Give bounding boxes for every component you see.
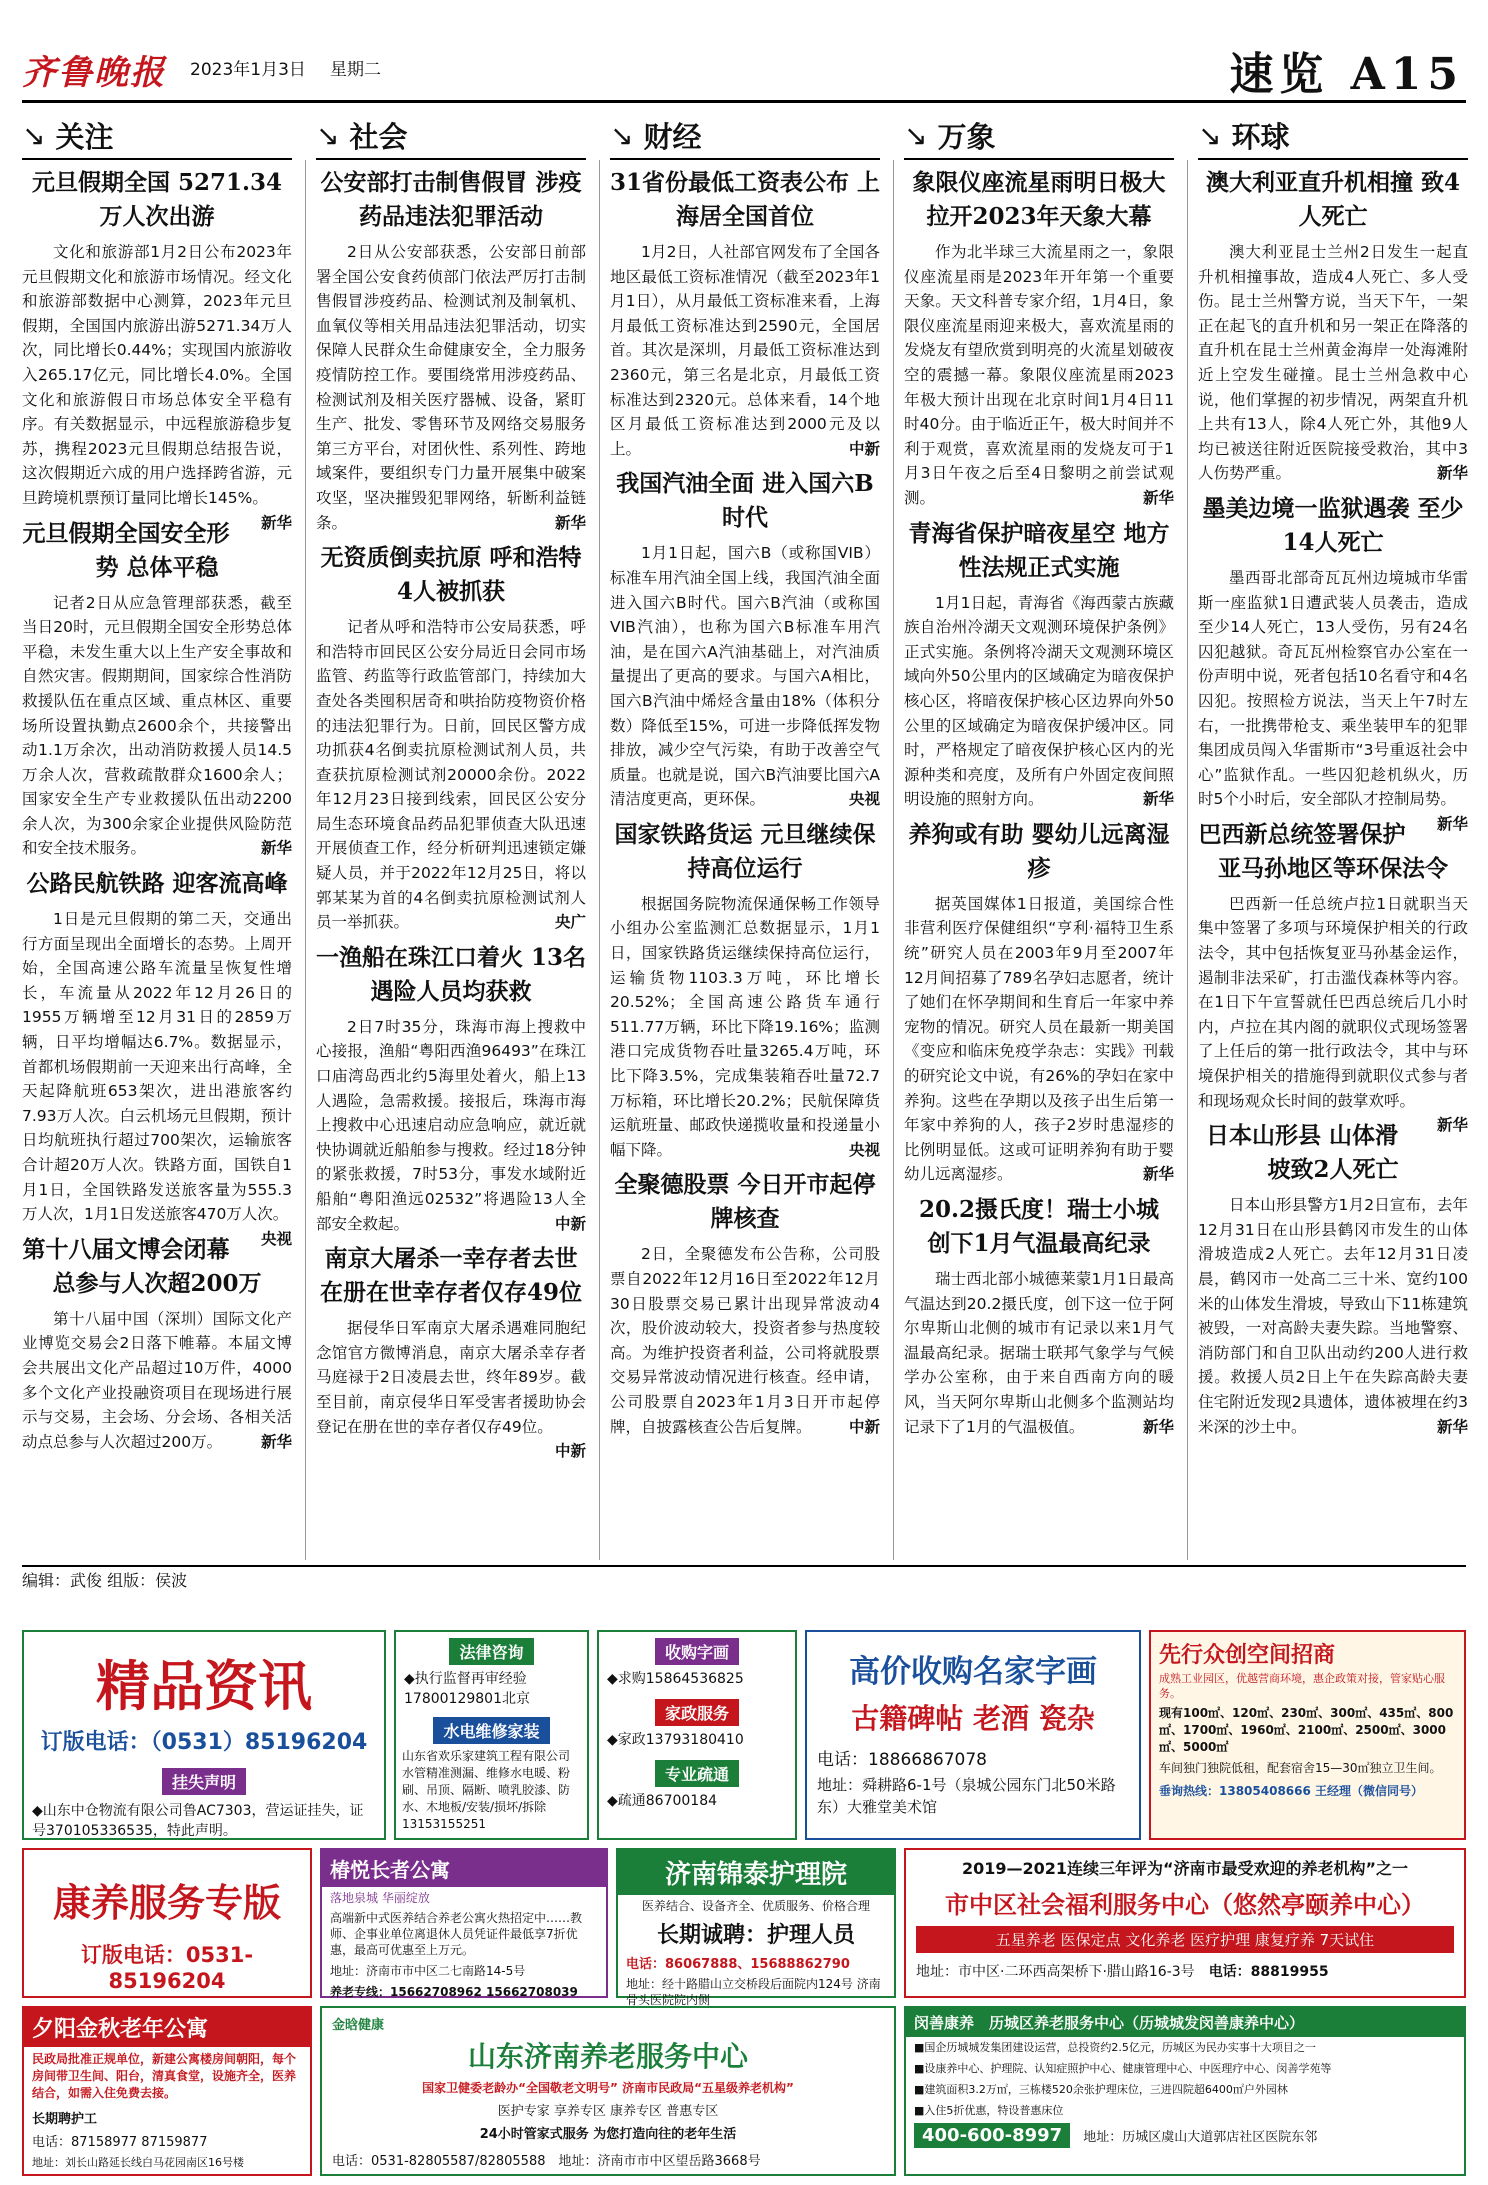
- xiyang-title: 夕阳金秋老年公寓: [24, 2008, 310, 2047]
- home-tag: 家政服务: [655, 1699, 739, 1726]
- minshan-brand: 闵善康养: [914, 2014, 975, 2032]
- jingpin-ad: [22, 1630, 386, 1840]
- column-divider: [599, 160, 600, 1560]
- news-article: [22, 166, 292, 532]
- section-header: [22, 112, 292, 158]
- welfare-ad: [904, 1848, 1466, 1998]
- article-source: 中新: [848, 439, 880, 458]
- chunyue-title: 椿悦长者公寓: [322, 1850, 606, 1887]
- xiyang-address: 地址：刘长山路延长线白马花园南区16号楼: [32, 2156, 244, 2169]
- article-body: 记者2日从应急管理部获悉，截至当日20时，元旦假期全国安全形势总体平稳，未发生重大以上生产安全事故和自然灾害。假期期间，国家综合性消防救援队伍在重点区域、重点林区、重要场所设置执勤点2600余个，共接警出动1.1万余次，出动消防救援人员14.5万余人次，营救疏散群众1600余人；国家安全生产专业救援队伍出动2200余人次，为300余家企业提供风险防范和安全技术服务。: [22, 593, 292, 858]
- article-body: 1月2日，人社部官网发布了全国各地区最低工资标准情况（截至2023年1月1日），从月最低工资标准来看，上海月最低工资标准达到2590元，全国居首。其次是深圳，月最低工资标准达到2360元，第三名是北京，月最低工资标准达到2320元。总体来看，14个地区月最低工资标准达到2000元及以上。: [610, 243, 880, 458]
- section-header: [904, 112, 1174, 158]
- article-body: 据英国媒体1日报道，美国综合性非营利医疗保健组织“亨利·福特卫生系统”研究人员在2003年9月至2007年12月间招募了789名孕妇志愿者，统计了她们在怀孕期间和生育后一年家中养宠物的情况。研究人员在最新一期美国《变应和临床免疫学杂志：实践》刊载的研究论文中说，有26%的孕妇在家中养狗。这些在孕期以及孩子出生后第一年家中养狗的人，孩子2岁时患湿疹的比例明显低。这或可证明养狗有助于婴幼儿远离湿疹。: [904, 894, 1174, 1184]
- article-source: 新华: [554, 513, 586, 532]
- column-divider: [893, 160, 894, 1560]
- section-arrow-icon: ↘: [316, 118, 340, 152]
- statement-text: ◆山东中仓物流有限公司鲁AC7303，营运证挂失，证号370105336535，特此声明。: [32, 1803, 364, 1839]
- section-arrow-icon: ↘: [610, 118, 634, 152]
- space-sizes: 现有100㎡、120㎡、230㎡、300㎡、435㎡、800㎡、1700㎡、1960㎡、2100㎡、2500㎡、3000㎡、5000㎡: [1159, 1706, 1454, 1754]
- xiyang-hire: 长期聘护工: [32, 2112, 98, 2127]
- water-tag: 水电维修家装: [433, 1717, 549, 1744]
- news-article: [1198, 818, 1468, 1135]
- newspaper-logo: 齐鲁晚报: [22, 53, 166, 93]
- article-source: 新华: [1142, 1165, 1174, 1184]
- space-ad: [1149, 1630, 1466, 1840]
- footer-rule: [22, 1565, 1466, 1567]
- kangyang-ad: [22, 1848, 312, 1998]
- article-body: 日本山形县警方1月2日宣布，去年12月31日在山形县鹤冈市发生的山体滑坡造成2人死亡。去年12月31日凌晨，鹤冈市一处高二三十米、宽约100米的山体发生滑坡，导致山下11栋建筑被毁，一对高龄夫妻失踪。当地警察、消防部门和自卫队出动约200人进行救援。救援人员2日上午在失踪高龄夫妻住宅附近发现2具遗体，遗体被埋在约3米深的沙土中。: [1198, 1196, 1468, 1436]
- drain-tag: 专业疏通: [655, 1760, 739, 1787]
- jintai-phone: 电话：86067888、15688862790: [626, 1957, 850, 1972]
- news-article: [904, 1193, 1174, 1439]
- jingpin-title: 精品资讯: [96, 1654, 312, 1718]
- welfare-address-line: [906, 1953, 1464, 1981]
- calligraphy-text: ◆求购15864536825: [607, 1671, 744, 1687]
- article-source: 新华: [1142, 1417, 1174, 1436]
- minshan-header: [906, 2008, 1464, 2037]
- article-headline: 31省份最低工资表公布 上海居全国首位: [610, 169, 881, 230]
- article-headline: 20.2摄氏度！瑞士小城 创下1月气温最高纪录: [918, 1196, 1160, 1257]
- article-headline: 公路民航铁路 迎客流高峰: [26, 870, 288, 898]
- column-divider: [1187, 160, 1188, 1560]
- xiyang-text: 民政局批准正规单位，新建公寓楼房间朝阳，每个房间带卫生间、阳台，清真食堂，设施齐全，医养结合，如需入住免费去接。: [32, 2052, 297, 2100]
- space-subtitle: 成熟工业园区，优越营商环境，惠企政策对接，管家贴心服务。: [1159, 1672, 1445, 1700]
- article-headline: 巴西新总统签署保护 亚马孙地区等环保法令: [1198, 820, 1448, 882]
- article-body: 1月1日起，国六B（或称国VIB）标准车用汽油全国上线，我国汽油全面进入国六B时代。国六B汽油（或称国VIB汽油），也称为国六B标准车用汽油，是在国六A汽油基础上，对汽油质量提出了更高的要求。与国六A相比，国六B汽油中烯烃含量由18%（体积分数）降低至15%，可进一步降低挥发物排放，减少空气污染，有助于改善空气质量。也就是说，国六B汽油要比国六A清洁度更高，更环保。: [610, 544, 880, 809]
- minshan-address: 地址：历城区虞山大道郭店社区医院东邻: [1083, 2130, 1318, 2145]
- article-source: 新华: [1142, 488, 1174, 507]
- section-label: 环球: [1231, 119, 1290, 154]
- minshan-title: 历城区养老服务中心（历城城发闵善康养中心）: [989, 2014, 1305, 2032]
- article-body: 第十八届中国（深圳）国际文化产业博览交易会2日落下帷幕。本届文博会共展出文化产品超过10万件，4000多个文化产业投融资项目在现场进行展示与交易，主会场、分会场、各相关活动点总参与人次超过200万。: [22, 1309, 292, 1451]
- minshan-line: ■入住5折优惠，特设普惠床位: [914, 2104, 1064, 2117]
- legal-tag: 法律咨询: [449, 1638, 533, 1665]
- section-title: 速览 A15: [1229, 49, 1464, 100]
- article-source: 央广: [554, 913, 586, 932]
- article-source: 央视: [848, 1140, 880, 1159]
- jinan-honors: 国家卫健委老龄办“全国敬老文明号” 济南市民政局“五星级养老机构”: [422, 2081, 794, 2095]
- article-body: 2日从公安部获悉，公安部日前部署全国公安食药侦部门依法严厉打击制售假冒涉疫药品、检测试剂及制氧机、血氧仪等相关用品违法犯罪活动，切实保障人民群众生命健康安全，全力服务疫情防控工作。要围绕常用涉疫药品、检测试剂及相关医疗器械、设备，紧盯生产、批发、零售环节及网络交易服务第三方平台，对团伙性、系列性、跨地域案件，要组织专门力量开展集中破案攻坚，坚决摧毁犯罪网络，斩断利益链条。: [316, 243, 586, 532]
- news-article: [610, 818, 880, 1163]
- news-article: [1198, 166, 1468, 486]
- news-column: [316, 112, 586, 1567]
- article-source: 中新: [554, 1442, 586, 1461]
- legal-text: ◆执行监督再审经验 17800129801北京: [404, 1671, 530, 1707]
- article-headline: 日本山形县 山体滑坡致2人死亡: [1205, 1122, 1399, 1184]
- section-rule: [316, 158, 586, 160]
- news-article: [22, 867, 292, 1248]
- minshan-phone: 400-600-8997: [914, 2123, 1070, 2148]
- section-rule: [904, 158, 1174, 160]
- chunyue-subtitle: 落地泉城 华丽绽放: [330, 1891, 430, 1905]
- article-headline: 无资质倒卖抗原 呼和浩特4人被抓获: [320, 544, 582, 606]
- section-arrow-icon: ↘: [904, 118, 928, 152]
- article-headline: 元旦假期全国 5271.34万人次出游: [31, 169, 283, 230]
- news-article: [316, 541, 586, 935]
- article-source: 新华: [1436, 1116, 1468, 1135]
- news-column: [22, 112, 292, 1567]
- article-source: 新华: [260, 1432, 292, 1451]
- article-headline: 国家铁路货运 元旦继续保持高位运行: [614, 820, 876, 882]
- editor-credit: 编辑：武俊 组版：侯波: [22, 1571, 188, 1590]
- jinan-brand: 金晗健康: [332, 2018, 385, 2033]
- collect-phone: 电话：18866867078: [817, 1750, 987, 1770]
- news-article: [22, 1233, 292, 1455]
- article-body: 1月1日起，青海省《海西蒙古族藏族自治州冷湖天文观测环境保护条例》正式实施。条例将冷湖天文观测环境区域向外50公里内的区域确定为暗夜保护核心区，将暗夜保护核心区边界向外50公里的区域确定为暗夜保护缓冲区。同时，严格规定了暗夜保护核心区内的光源种类和亮度，及所有户外固定夜间照明设施的照射方向。: [904, 593, 1174, 809]
- minshan-contact: [906, 2121, 1464, 2150]
- chunyue-text: 高端新中式医养结合养老公寓火热招定中……教师、企事业单位离退休人员凭证件最低享7折优惠，最高可优惠至上万元。: [330, 1911, 583, 1957]
- jintai-hire: 长期诚聘：护理人员: [656, 1923, 855, 1948]
- issue-date: 2023年1月3日: [190, 60, 306, 80]
- article-source: 央视: [848, 790, 880, 809]
- article-headline: 青海省保护暗夜星空 地方性法规正式实施: [908, 519, 1170, 581]
- kangyang-phone: 订版电话：0531-85196204: [80, 1943, 254, 1993]
- jintai-subtitle: 医养结合、设备齐全、优质服务、价格合理: [641, 1899, 870, 1913]
- article-headline: 澳大利亚直升机相撞 致4人死亡: [1205, 169, 1460, 230]
- jintai-title: 济南锦泰护理院: [618, 1850, 894, 1895]
- calligraphy-tag: 收购字画: [655, 1638, 739, 1665]
- article-body: 根据国务院物流保通保畅工作领导小组办公室监测汇总数据显示，1月1日，国家铁路货运继续保持高位运行，运输货物1103.3万吨，环比增长20.52%；全国高速公路货车通行511.77万辆，环比下降19.16%；监测港口完成货物吞吐量3265.4万吨，环比下降3.5%，完成集装箱吞吐量72.7万标箱，环比增长20.2%；民航保障货运航班量、邮政快递揽收量和投递量小幅下降。: [610, 894, 880, 1159]
- section-rule: [610, 158, 880, 160]
- kangyang-title: 康养服务专版: [52, 1880, 281, 1925]
- advertisement-area: [22, 1620, 1466, 2180]
- chunyue-address: 地址：济南市市中区二七南路14-5号: [330, 1964, 526, 1978]
- section-label: 万象: [937, 119, 996, 154]
- article-source: 新华: [1436, 1417, 1468, 1436]
- article-source: 中新: [848, 1417, 880, 1436]
- drain-text: ◆疏通86700184: [607, 1793, 718, 1809]
- section-label: 关注: [55, 119, 114, 154]
- article-body: 2日7时35分，珠海市海上搜救中心接报，渔船“粤阳西渔96493”在珠江口庙湾岛西北约5海里处着火，船上13人遇险，急需救援。接报后，珠海市海上搜救中心迅速启动应急响应，就近就快协调就近船舶参与搜救。经过18分钟的紧张救援，7时53分，事发水域附近船舶“粤阳渔远02532”将遇险13人全部安全救起。: [316, 1017, 586, 1233]
- space-hotline: 垂询热线：13805408666 王经理（微信同号）: [1159, 1784, 1424, 1798]
- space-note: 车间独门独院低租，配套宿舍15—30㎡独立卫生间。: [1159, 1761, 1442, 1775]
- jinan-address: 地址：济南市市中区望岳路3668号: [558, 2154, 761, 2169]
- article-headline: 元旦假期全国安全形势 总体平稳: [22, 519, 230, 581]
- article-headline: 全聚德股票 今日开市起停牌核查: [614, 1171, 876, 1233]
- minshan-line: ■设康养中心、护理院、认知症照护中心、健康管理中心、中医理疗中心、闵善学苑等: [914, 2062, 1332, 2075]
- xiyang-ad: [22, 2006, 312, 2176]
- legal-ad: [394, 1630, 589, 1840]
- section-rule: [1198, 158, 1468, 160]
- welfare-services: 五星养老 医保定点 文化养老 医疗护理 康复疗养 7天试住: [916, 1926, 1454, 1953]
- article-headline: 养狗或有助 婴幼儿远离湿疹: [908, 820, 1170, 882]
- news-article: [316, 941, 586, 1236]
- water-text: 山东省欢乐家建筑工程有限公司 水管精准测漏、维修水电暖、粉刷、吊顶、隔断、喷乳胶漆、防水、木地板/安装/损坏/拆除 13153155251: [402, 1749, 571, 1831]
- article-headline: 我国汽油全面 进入国六B时代: [616, 470, 874, 532]
- news-article: [610, 1168, 880, 1439]
- article-body: 2日，全聚德发布公告称，公司股票自2022年12月16日至2022年12月30日股票交易已累计出现异常波动4次，股价波动较大，投资者参与热度较高。为维护投资者利益，公司将就股票交易异常波动情况进行核查。经申请，公司股票自2023年1月3日开市起停牌，自披露核查公告后复牌。: [610, 1245, 880, 1436]
- jinan-contact: [322, 2144, 894, 2169]
- article-body: 澳大利亚昆士兰州2日发生一起直升机相撞事故，造成4人死亡、多人受伤。昆士兰州警方说，当天下午，一架正在起飞的直升机和另一架正在降落的直升机在昆士兰州黄金海岸一处海滩附近上空发生碰撞。昆士兰州急救中心说，他们掌握的初步情况，两架直升机上共有13人，除4人死亡外，其他9人均已被送往附近医院接受救治，其中3人伤势严重。: [1198, 243, 1468, 483]
- article-source: 新华: [260, 839, 292, 858]
- minshan-line: ■国企历城城发集团建设运营，总投资约2.5亿元，历城区为民办实事十大项目之一: [914, 2041, 1316, 2054]
- issue-weekday: 星期二: [330, 60, 381, 80]
- article-body: 记者从呼和浩特市公安局获悉，呼和浩特市回民区公安分局近日会同市场监管、药监等行政监管部门，持续加大查处各类囤积居奇和哄抬防疫物资价格的违法犯罪行为。日前，回民区警方成功抓获4名倒卖抗原检测试剂人员，共查获抗原检测试剂20000余份。2022年12月23日接到线索，回民区公安分局生态环境食品药品犯罪侦查大队迅速开展侦查工作，经分析研判迅速锁定嫌疑人员，并于2022年12月25日，将以郭某某为首的4名倒卖抗原检测试剂人员一举抓获。: [316, 618, 586, 932]
- article-body: 1日是元旦假期的第二天，交通出行方面呈现出全面增长的态势。上周开始，全国高速公路车流量呈恢复性增长，车流量从2022年12月26日的1955万辆增至12月31日的2859万辆，日平均增幅达6.7%。数据显示，首都机场假期前一天迎来出行高峰，全天起降航班653架次，进出港旅客约7.93万人次。白云机场元旦假期，预计日均航班执行超过700架次，运输旅客合计超20万人次。铁路方面，国铁自1月1日，全国铁路发送旅客量为555.3万人次，1月1日发送旅客470万人次。: [22, 910, 292, 1224]
- section-arrow-icon: ↘: [22, 118, 46, 152]
- article-body: 墨西哥北部奇瓦瓦州边境城市华雷斯一座监狱1日遭武装人员袭击，造成至少14人死亡，13人受伤，另有24名囚犯越狱。奇瓦瓦州检察官办公室在一份声明中说，死者包括10名看守和4名囚犯。按照检方说法，当天上午7时左右，一批携带枪支、乘坐装甲车的犯罪集团成员闯入华雷斯市“3号重返社会中心”监狱作乱。一些囚犯趁机纵火，历时5个小时后，安全部队才控制局势。: [1198, 568, 1468, 809]
- news-article: [904, 818, 1174, 1187]
- news-article: [1198, 1119, 1468, 1439]
- article-source: 中新: [554, 1214, 586, 1233]
- minshan-ad: [904, 2006, 1466, 2176]
- welfare-address: 地址：市中区·二环西高架桥下·腊山路16-3号: [916, 1964, 1195, 1980]
- article-body: 瑞士西北部小城德莱蒙1月1日最高气温达到20.2摄氏度，创下这一位于阿尔卑斯山北侧的城市有记录以来1月气温最高纪录。据瑞士联邦气象学与气候学办公室称，由于来自西南方向的暖风，当天阿尔卑斯山北侧多个监测站均记录下了1月的气温极值。: [904, 1270, 1174, 1436]
- news-article: [22, 517, 292, 862]
- section-header: [610, 112, 880, 158]
- section-label: 社会: [349, 119, 408, 154]
- news-article: [610, 166, 880, 461]
- chunyue-ad: [320, 1848, 608, 1998]
- article-source: 新华: [1436, 464, 1468, 483]
- chunyue-phone: 养老专线：15662708962 15662708039: [330, 1985, 578, 1999]
- collect-address: 地址：舜耕路6-1号（泉城公园东门北50米路东）大雅堂美术馆: [817, 1776, 1116, 1816]
- section-arrow-icon: ↘: [1198, 118, 1222, 152]
- article-headline: 象限仪座流星雨明日极大 拉开2023年天象大幕: [912, 169, 1166, 230]
- section-rule: [22, 158, 292, 160]
- xiyang-phone: 电话：87158977 87159877: [32, 2135, 208, 2150]
- article-body: 据侵华日军南京大屠杀遇难同胞纪念馆官方微博消息，南京大屠杀幸存者马庭禄于2日凌晨去世，终年89岁。截至目前，南京侵华日军受害者援助协会登记在册在世的幸存者仅存49位。: [316, 1319, 586, 1436]
- article-body: 作为北半球三大流星雨之一，象限仪座流星雨是2023年开年第一个重要天象。天文科普专家介绍，1月4日，象限仪座流星雨迎来极大，喜欢流星雨的发烧友有望欣赏到明亮的火流星划破夜空的震撼一幕。象限仪座流星雨2023年极大预计出现在北京时间1月4日11时40分。由于临近正午，极大时间并不利于观赏，喜欢流星雨的发烧友可于1月3日午夜之后至4日黎明之前尝试观测。: [904, 243, 1174, 507]
- jinan-phone: 电话：0531-82805587/82805588: [332, 2154, 546, 2169]
- jinan-slogan: 24小时管家式服务 为您打造向往的老年生活: [479, 2127, 737, 2142]
- news-article: [904, 517, 1174, 812]
- jinan-ad: [320, 2006, 896, 2176]
- classified-ad: [597, 1630, 797, 1840]
- article-body: 巴西新一任总统卢拉1日就职当天集中签署了多项与环境保护相关的行政法令，其中包括恢复亚马孙基金运作，遏制非法采矿，打击滥伐森林等内容。在1日下午宣誓就任巴西总统后几小时内，卢拉在其内阁的就职仪式现场签署了上任后的第一批行政法令，其中与环境保护相关的措施得到就职仪式参与者和现场观众长时间的鼓掌欢呼。: [1198, 894, 1468, 1110]
- collect-ad: [805, 1630, 1141, 1840]
- article-headline: 公安部打击制售假冒 涉疫药品违法犯罪活动: [320, 169, 582, 230]
- article-source: 央视: [260, 1229, 292, 1248]
- news-column: [904, 112, 1174, 1567]
- article-source: 新华: [1142, 790, 1174, 809]
- welfare-title: 市中区社会福利服务中心（悠然亭颐养中心）: [945, 1890, 1425, 1919]
- collect-title: 高价收购名家字画: [849, 1654, 1097, 1690]
- statement-tag: 挂失声明: [162, 1768, 246, 1795]
- section-label: 财经: [643, 119, 702, 154]
- jingpin-phone: 订版电话：（0531）85196204: [40, 1730, 368, 1755]
- welfare-phone: 电话：88819955: [1208, 1964, 1329, 1980]
- jintai-address: 地址：经十路腊山立交桥段后面院内124号 济南骨头医院院内侧: [626, 1977, 881, 2007]
- section-header: [1198, 112, 1468, 158]
- collect-subtitle: 古籍碑帖 老酒 瓷杂: [851, 1702, 1095, 1735]
- section-header: [316, 112, 586, 158]
- home-text: ◆家政13793180410: [607, 1732, 744, 1748]
- news-article: [316, 1242, 586, 1461]
- article-headline: 南京大屠杀一幸存者去世 在册在世幸存者仅存49位: [319, 1245, 582, 1307]
- article-headline: 第十八届文博会闭幕 总参与人次超200万: [22, 1235, 262, 1297]
- jinan-zones: 医护专家 享养专区 康养专区 普惠专区: [497, 2104, 719, 2119]
- news-column: [610, 112, 880, 1567]
- jintai-ad: [616, 1848, 896, 2007]
- masthead: [0, 0, 1488, 110]
- news-article: [1198, 492, 1468, 833]
- news-column: [1198, 112, 1468, 1567]
- news-article: [316, 166, 586, 535]
- column-divider: [305, 160, 306, 1560]
- news-article: [904, 166, 1174, 511]
- minshan-line: ■建筑面积3.2万㎡，三栋楼520余张护理床位，三进四院超6400㎡户外园林: [914, 2083, 1288, 2096]
- news-article: [610, 467, 880, 812]
- article-body: 文化和旅游部1月2日公布2023年元旦假期文化和旅游市场情况。经文化和旅游部数据中心测算，2023年元旦假期，全国国内旅游出游5271.34万人次，同比增长0.44%；实现国内旅游收入265.17亿元，同比增长4.0%。全国文化和旅游假日市场总体安全平稳有序。有关数据显示，中远程旅游稳步复苏，携程2023元旦假期总结报告说，这次假期近六成的用户选择跨省游，元旦跨境机票预订量同比增长145%。: [22, 243, 292, 507]
- welfare-award: 2019—2021连续三年评为“济南市最受欢迎的养老机构”之一: [961, 1859, 1409, 1878]
- article-source: 新华: [260, 513, 292, 532]
- masthead-rule: [22, 100, 1466, 103]
- article-source: 新华: [1436, 814, 1468, 833]
- jinan-title: 山东济南养老服务中心: [467, 2040, 748, 2073]
- article-headline: 墨美边境一监狱遇袭 至少14人死亡: [1202, 494, 1464, 556]
- space-title: 先行众创空间招商: [1159, 1642, 1336, 1668]
- article-headline: 一渔船在珠江口着火 13名遇险人员均获救: [316, 943, 587, 1005]
